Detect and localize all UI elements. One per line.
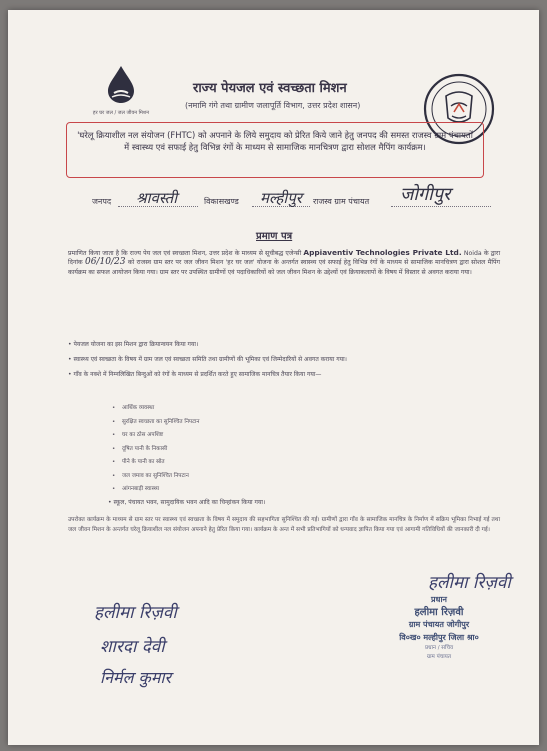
program-date: 06/10/23: [85, 257, 126, 268]
stamp-panchayat: ग्राम पंचायत जोगीपुर: [408, 620, 470, 629]
list-item: • आर्थिक व्यवस्था: [112, 402, 372, 416]
logo-caption: हर घर जल / जल जीवन मिशन: [92, 110, 150, 116]
certificate-paragraph: [68, 248, 500, 277]
bullet-item: • पेयजल योजना का इस मिशन द्वारा क्रियान्वयन किया गया।: [68, 341, 199, 348]
list-item: • पीने के पानी का स्रोत: [112, 456, 372, 470]
pradhan-signature: हलीमा रिज़वी: [428, 573, 511, 593]
signature-1: हलीमा रिज़वी: [94, 603, 177, 623]
certificate-heading: प्रमाण पत्र: [256, 231, 293, 242]
paragraph-start: प्रमाणित किया जाता है कि राज्य पेय जल एवं स्वच्छता मिशन, उत्तर प्रदेश के माध्यम से सूचीबद्ध एजेन्सी: [68, 250, 302, 257]
page-title: राज्य पेयजल एवं स्वच्छता मिशन: [193, 81, 347, 96]
block-label: विकासखण्ड: [204, 197, 239, 206]
paragraph-rest: को राजस्व ग्राम स्तर पर जल जीवन मिशन 'हर घर जल' योजना के अन्तर्गत स्वास्थ्य एवं सफाई हेतु विभिन्न रंगों के माध्यम से सामाजिक मानचित्रण द्वारा सोशल मैपिंग कार्यक्रम का सफल आयोजन किया गया। ग्राम स्तर पर उपस्थित ग्रामीणों एवं पदाधिकारियों को जल जीवन मिशन के उद्देश्यों एवं क्रियाकलापों के विषय में विस्तार से अवगत कराया गया।: [68, 259, 501, 276]
closing-paragraph: उपरोक्त कार्यक्रम के माध्यम से ग्राम स्तर पर स्वास्थ्य एवं स्वच्छता के विषय में समुदाय की सहभागिता सुनिश्चित की गई। ग्रामीणों द्वारा गाँव के सामाजिक मानचित्र के निर्माण में सक्रिय भूमिका निभाई गई तथा जल जीवन मिशन के अन्तर्गत घरेलू क्रियाशील नल संयोजन अपनाने हेतु प्रेरित किया गया। कार्यक्रम के अन्त में सभी प्रतिभागियों को धन्यवाद ज्ञापित किया गया एवं आगामी गतिविधियों की जानकारी दी गई।: [68, 517, 500, 533]
program-banner: 'घरेलू क्रियाशील नल संयोजन (FHTC) को अपनाने के लिये समुदाय को प्रेरित किये जाने हेतु जनपद की समस्त राजस्व ग्राम पंचायतों में स्वास्थ्य एवं सफाई हेतु विभिन्न रंगों के माध्यम से सामाजिक मानचित्रण द्वारा सोशल मैपिंग कार्यक्रम।: [66, 122, 484, 178]
bullet-item: • गाँव के नक्शे में निम्नलिखित बिन्दुओं को रंगों के माध्यम से प्रदर्शित करते हुए सामाजिक मानचित्र तैयार किया गया—: [68, 371, 322, 378]
list-item: • दूषित पानी के निकासी: [112, 443, 372, 457]
list-item: • घर का ठोस अपशिष्ट: [112, 429, 372, 443]
stamp-title: प्रधान: [431, 595, 447, 604]
stamp-small-line: ग्राम पंचायत: [427, 654, 451, 660]
last-bullet: • स्कूल, पंचायत भवन, सामुदायिक भवन आदि का चिन्हांकन किया गया।: [108, 499, 266, 506]
stamp-small-line: प्रधान / सचिव: [424, 645, 454, 651]
list-item: • जल जमाव का सुनिश्चित निपटान: [112, 470, 372, 484]
stamp-name: हलीमा रिज़वी: [414, 606, 464, 618]
certificate-page: [8, 10, 539, 745]
map-items-list: [112, 402, 372, 497]
district-label: जनपद: [92, 197, 112, 206]
village-label: राजस्व ग्राम पंचायत: [313, 197, 370, 206]
pradhan-stamp: [368, 594, 510, 662]
block-value: मल्हीपुर: [260, 189, 302, 207]
signature-3: निर्मल कुमार: [100, 668, 172, 687]
agency-name: Appiaventiv Technologies Private Ltd.: [303, 248, 462, 257]
activity-bullets: [68, 340, 500, 385]
signature-2: शारदा देवी: [100, 637, 165, 657]
paragraph-mid: के द्वारा दिनांक: [68, 250, 501, 267]
stamp-block: वि०ख० मल्हीपुर जिला श्रा०: [399, 632, 479, 642]
agency-city: Noida: [463, 250, 482, 257]
district-value: श्रावस्ती: [136, 189, 178, 207]
list-item: • सुरक्षित स्वच्छता का सुनिश्चित निपटान: [112, 416, 372, 430]
page-subtitle: (नमामि गंगे तथा ग्रामीण जलापूर्ति विभाग, उत्तर प्रदेश शासन): [185, 101, 361, 110]
list-item: • आंगनबाड़ी स्वास्थ्य: [112, 483, 372, 497]
bullet-item: • स्वास्थ्य एवं स्वच्छता के विषय में ग्राम जल एवं स्वच्छता समिति तथा ग्रामीणों की भूमिका एवं जिम्मेदारियों से अवगत कराया गया।: [68, 356, 347, 363]
village-line: [391, 206, 491, 207]
village-value: जोगीपुर: [400, 184, 451, 205]
